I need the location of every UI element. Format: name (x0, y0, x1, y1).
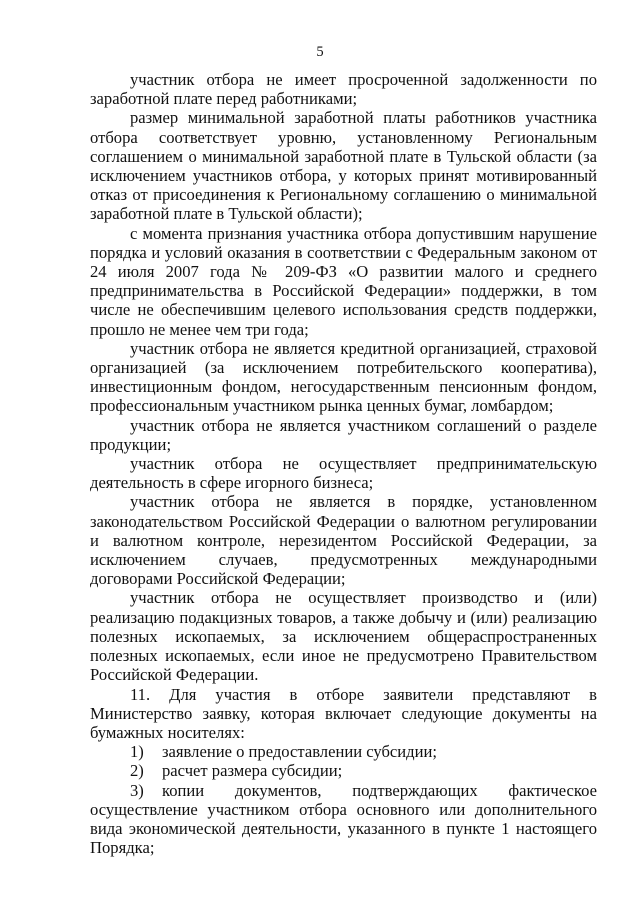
list-item-number: 2) (130, 761, 144, 781)
list-item-text: расчет размера субсидии; (162, 761, 343, 781)
list-item-text: заявление о предоставлении субсидии; (162, 742, 437, 762)
paragraph-application-documents: 11. Для участия в отборе заявители представляют в Министерство заявку, которая включает следующие документы на бумажных носителях: (90, 684, 597, 742)
list-item (90, 781, 597, 858)
paragraph-gambling-business: участник отбора не осуществляет предпринимательскую деятельность в сфере игорного бизнеса; (90, 454, 597, 493)
paragraph-excise-goods: участник отбора не осуществляет производство и (или) реализацию подакцизных товаров, а также добычу и (или) реализацию полезных ископаемых, за исключением общераспространенных полезных ископаемых, если иное не предусмотрено Правительством Российской Федерации. (90, 588, 597, 685)
paragraph-no-wage-debt: участник отбора не имеет просроченной задолженности по заработной плате перед работниками; (90, 70, 597, 109)
list-item-text: копии документов, подтверждающих фактическое осуществление участником отбора основного или дополнительного вида экономической деятельности, указанного в пункте 1 настоящего Порядка; (90, 780, 597, 858)
document-body (90, 70, 597, 857)
paragraph-support-violation: с момента признания участника отбора допустившим нарушение порядка и условий оказания в соответствии с Федеральным законом от 24 июля 2007 года № 209-ФЗ «О развитии малого и среднего предпринимательства в Российской Федерации» поддержки, в том числе не обеспечившим целевого использования средств поддержки, прошло не менее чем три года; (90, 223, 597, 339)
paragraph-not-credit-organization: участник отбора не является кредитной организацией, страховой организацией (за исключением потребительского кооператива), инвестиционным фондом, негосударственным пенсионным фондом, профессиональным участником рынка ценных бумаг, ломбардом; (90, 338, 597, 416)
list-item-number: 1) (130, 742, 144, 762)
list-item-number: 3) (130, 780, 144, 800)
paragraph-non-resident: участник отбора не является в порядке, установленном законодательством Российской Федерации о валютном регулировании и валютном контроле, нерезидентом Российской Федерации, за исключением случаев, предусмотренных международными договорами Российской Федерации; (90, 492, 597, 589)
list-item (90, 742, 597, 761)
page-number: 5 (316, 44, 324, 60)
list-item (90, 761, 597, 780)
paragraph-minimum-wage: размер минимальной заработной платы работников участника отбора соответствует уровню, установленному Региональным соглашением о минимальной заработной плате в Тульской области (за исключением участников отбора, у которых принят мотивированный отказ от присоединения к Региональному соглашению о минимальной заработной плате в Тульской области); (90, 108, 597, 224)
paragraph-production-sharing: участник отбора не является участником соглашений о разделе продукции; (90, 415, 597, 454)
